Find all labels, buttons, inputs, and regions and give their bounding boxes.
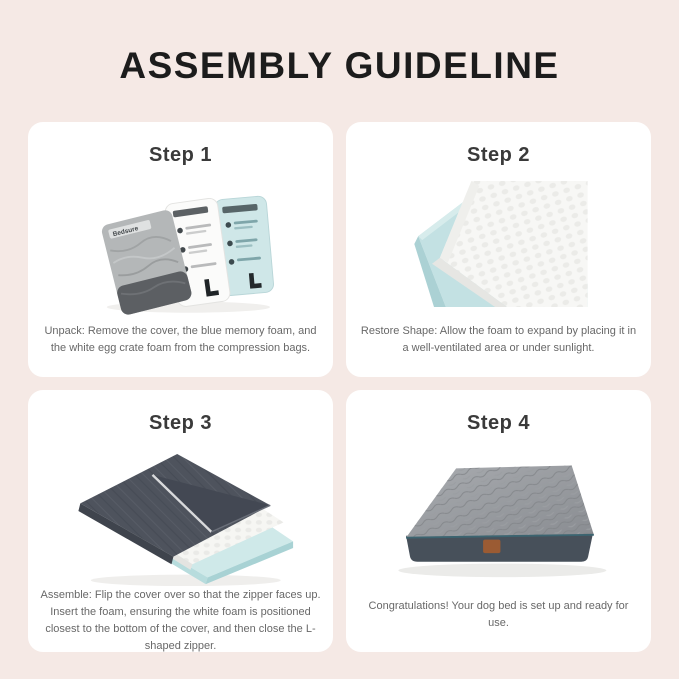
step-card-3 [28, 390, 333, 652]
step-card-1 [28, 122, 333, 377]
step-2-heading: Step 2 [466, 144, 531, 166]
step-2-image-expanding-foam [346, 167, 651, 323]
page-title: ASSEMBLY GUIDELINE [119, 45, 560, 86]
compressed-foam-bags-illustration [79, 175, 283, 315]
step-3-heading: Step 3 [148, 412, 213, 434]
step-3-description: Assemble: Flip the cover over so that the zipper faces up. Insert the foam, ensuring the white foam is positioned closest to the bottom of the cover, and then close the L-shaped zipper. [40, 589, 321, 653]
step-4-heading: Step 4 [466, 412, 531, 434]
cover-with-foam-layers-illustration [67, 435, 295, 587]
step-4-description: Congratulations! Your dog bed is set up and ready for use. [368, 599, 629, 629]
step-1-image-compressed-bags [28, 167, 333, 323]
step-3-image-cover-and-layers [28, 435, 333, 587]
brand-label: Bedsure [111, 225, 139, 239]
steps-grid [28, 122, 651, 652]
bed-quilted-top [406, 466, 594, 538]
step-4-image-finished-bed [346, 435, 651, 598]
step-card-2 [346, 122, 651, 377]
step-1-description: Unpack: Remove the cover, the blue memory foam, and the white egg crate foam from the compression bags. [44, 324, 317, 354]
brand-tag [483, 540, 500, 553]
foam-expanding-illustration [410, 181, 588, 309]
assembled-dog-bed-illustration [381, 451, 616, 581]
step-1-heading: Step 1 [148, 144, 213, 166]
step-2-description: Restore Shape: Allow the foam to expand by placing it in a well-ventilated area or under sunlight. [360, 324, 637, 354]
step-card-4 [346, 390, 651, 652]
